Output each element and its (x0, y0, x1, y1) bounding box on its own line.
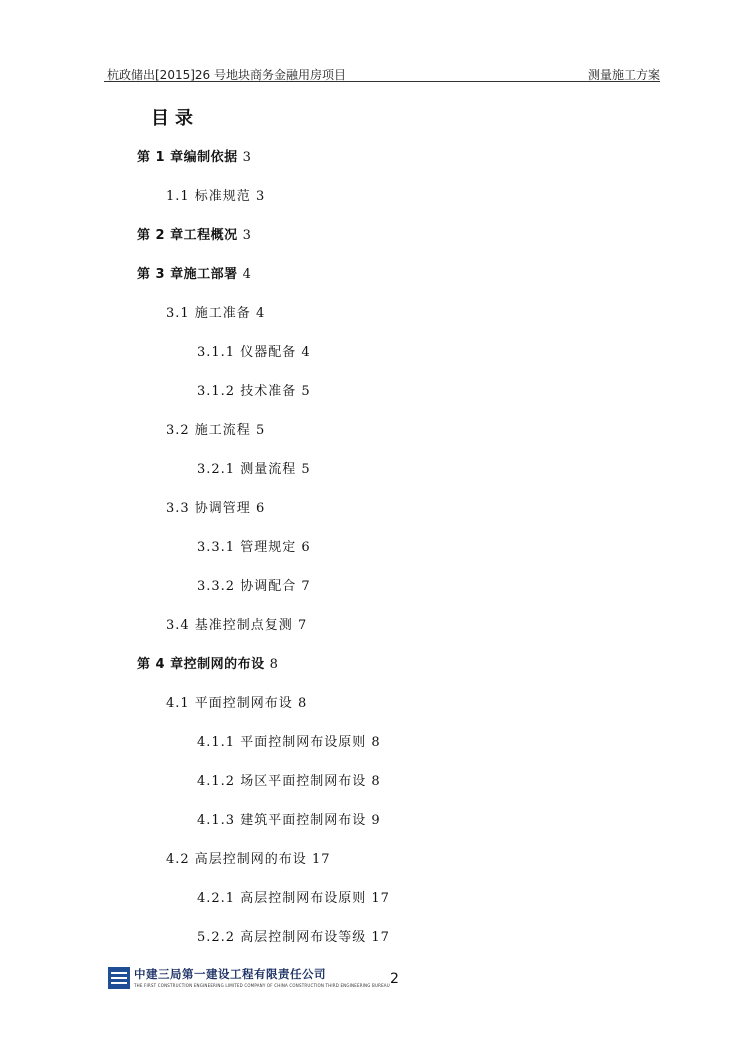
toc-entry-page: 7 (297, 618, 308, 633)
toc-entry-page: 17 (311, 852, 331, 867)
header-divider (104, 81, 660, 82)
toc-entry-title: 3.3.1 管理规定 (197, 540, 297, 555)
toc-entry[interactable] (166, 185, 265, 204)
toc-entry-page: 5 (301, 462, 311, 477)
toc-entry[interactable] (197, 731, 381, 750)
toc-entry-title: 3.1.1 仪器配备 (197, 345, 297, 360)
toc-entry-title: 1.1 标准规范 (166, 189, 251, 204)
toc-entry-page: 5 (301, 384, 311, 399)
toc-entry-page: 9 (371, 813, 381, 828)
toc-entry-title: 4.1.3 建筑平面控制网布设 (197, 813, 367, 828)
toc-entry[interactable] (137, 146, 251, 165)
footer-company-name: 中建三局第一建设工程有限责任公司 (134, 967, 326, 981)
toc-entry-title: 第 3 章施工部署 (137, 267, 238, 282)
toc-entry-title: 第 2 章工程概况 (137, 228, 238, 243)
toc-entry[interactable] (137, 653, 278, 672)
page-number: 2 (390, 971, 399, 987)
toc-entry[interactable] (197, 536, 311, 555)
toc-entry-page: 7 (301, 579, 311, 594)
toc-entry-page: 8 (371, 735, 381, 750)
toc-entry-title: 3.1.2 技术准备 (197, 384, 297, 399)
toc-entry[interactable] (166, 614, 307, 633)
cscec-logo-icon (108, 967, 130, 989)
toc-entry-page: 17 (371, 891, 390, 906)
toc-entry-title: 5.2.2 高层控制网布设等级 (197, 930, 367, 945)
footer-company-name-english: THE FIRST CONSTRUCTION ENGINEERING LIMITED COMPANY OF CHINA CONSTRUCTION THIRD ENGINEERING BUREAU (134, 983, 390, 988)
toc-entry-title: 3.4 基准控制点复测 (166, 618, 293, 633)
toc-entry-title: 第 1 章编制依据 (137, 150, 238, 165)
toc-entry-page: 3 (242, 150, 252, 165)
toc-entry-page: 8 (297, 696, 308, 711)
toc-entry[interactable] (166, 302, 265, 321)
toc-entry[interactable] (166, 497, 265, 516)
toc-entry-title: 4.1 平面控制网布设 (166, 696, 293, 711)
toc-entry-title: 4.2 高层控制网的布设 (166, 852, 307, 867)
toc-title: 目录 (151, 108, 199, 129)
toc-entry[interactable] (166, 848, 331, 867)
toc-entry[interactable] (197, 809, 381, 828)
toc-entry[interactable] (197, 887, 390, 906)
toc-entry-title: 3.3 协调管理 (166, 501, 251, 516)
toc-entry-page: 3 (255, 189, 266, 204)
toc-entry[interactable] (197, 380, 311, 399)
toc-entry[interactable] (197, 926, 390, 945)
toc-entry-title: 4.2.1 高层控制网布设原则 (197, 891, 367, 906)
toc-entry-title: 3.3.2 协调配合 (197, 579, 297, 594)
toc-entry[interactable] (137, 263, 251, 282)
toc-entry[interactable] (137, 224, 251, 243)
toc-entry-page: 3 (242, 228, 252, 243)
toc-entry-page: 4 (255, 306, 266, 321)
toc-entry-page: 4 (242, 267, 252, 282)
toc-entry[interactable] (197, 575, 311, 594)
header-project-title: 杭政储出[2015]26 号地块商务金融用房项目 (107, 68, 346, 82)
toc-entry-page: 4 (301, 345, 311, 360)
toc-entry-title: 第 4 章控制网的布设 (137, 657, 265, 672)
toc-entry-page: 6 (301, 540, 311, 555)
toc-entry-page: 6 (255, 501, 266, 516)
toc-entry-title: 3.1 施工准备 (166, 306, 251, 321)
toc-entry-page: 17 (371, 930, 390, 945)
toc-entry-title: 4.1.1 平面控制网布设原则 (197, 735, 367, 750)
toc-entry[interactable] (166, 419, 265, 438)
toc-entry[interactable] (197, 341, 311, 360)
toc-entry-title: 3.2.1 测量流程 (197, 462, 297, 477)
toc-entry-title: 3.2 施工流程 (166, 423, 251, 438)
toc-entry-page: 5 (255, 423, 266, 438)
toc-entry[interactable] (197, 458, 311, 477)
toc-entry-page: 8 (371, 774, 381, 789)
toc-entry[interactable] (197, 770, 381, 789)
toc-entry-page: 8 (269, 657, 279, 672)
toc-entry-title: 4.1.2 场区平面控制网布设 (197, 774, 367, 789)
header-document-type: 测量施工方案 (587, 68, 660, 82)
toc-entry[interactable] (166, 692, 307, 711)
